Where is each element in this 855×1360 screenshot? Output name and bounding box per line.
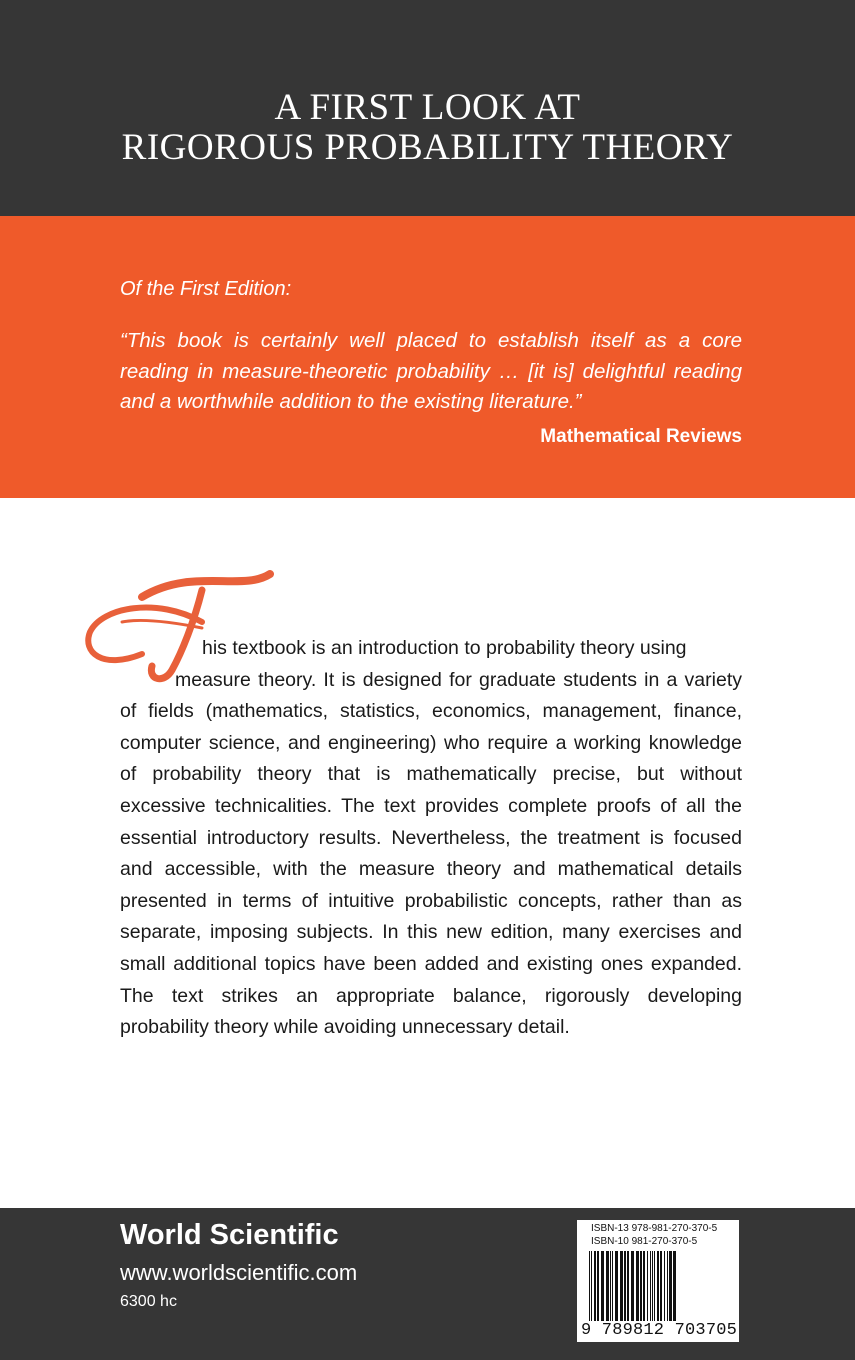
review-source: Mathematical Reviews (540, 426, 742, 447)
description-text (120, 633, 742, 1044)
barcode-bar (620, 1251, 623, 1321)
title-line-2: RIGOROUS PROBABILITY THEORY (121, 127, 734, 168)
barcode-bar (610, 1251, 611, 1321)
barcode-icon (589, 1251, 727, 1321)
barcode-bar (594, 1251, 596, 1321)
barcode-bar (669, 1251, 672, 1321)
barcode-bar (591, 1251, 592, 1321)
product-code: 6300 hc (120, 1293, 177, 1310)
barcode-bar (601, 1251, 604, 1321)
barcode-panel (577, 1220, 739, 1342)
barcode-digits: 9 789812 703705 (581, 1321, 738, 1340)
barcode-bar (647, 1251, 648, 1321)
publisher-website: www.worldscientific.com (120, 1260, 358, 1285)
barcode-bar (589, 1251, 590, 1321)
description-first-line: his textbook is an introduction to probability theory using (202, 637, 687, 659)
barcode-bar (597, 1251, 599, 1321)
barcode-bar (650, 1251, 651, 1321)
barcode-bar (654, 1251, 655, 1321)
barcode-bar (612, 1251, 613, 1321)
barcode-bar (640, 1251, 642, 1321)
barcode-bar (652, 1251, 653, 1321)
barcode-bar (636, 1251, 639, 1321)
drop-cap-letter (82, 562, 83, 563)
publisher-name: World Scientific (120, 1219, 339, 1251)
barcode-bar (624, 1251, 626, 1321)
isbn-10: ISBN-10 981-270-370-5 (591, 1236, 698, 1247)
barcode-bar (606, 1251, 609, 1321)
review-quote: “This book is certainly well placed to establish itself as a core reading in measure-theoretic probability … [it is] delightful reading and a worthwhile addition to the existing literature.” (120, 329, 742, 413)
barcode-bar (664, 1251, 665, 1321)
barcode-bar (657, 1251, 659, 1321)
barcode-bar (643, 1251, 645, 1321)
book-title (0, 88, 855, 168)
title-band (0, 0, 855, 216)
isbn-13: ISBN-13 978-981-270-370-5 (591, 1223, 718, 1234)
barcode-bar (627, 1251, 629, 1321)
barcode-bar (667, 1251, 668, 1321)
barcode-bar (615, 1251, 618, 1321)
barcode-bar (673, 1251, 676, 1321)
barcode-bar (660, 1251, 662, 1321)
barcode-bar (631, 1251, 634, 1321)
edition-label: Of the First Edition: (120, 278, 292, 300)
description-body: measure theory. It is designed for graduate students in a variety of fields (mathematics, statistics, economics, management, finance, computer science, and engineering) who require a working knowledge of probability theory that is mathematically precise, but without excessive technicalities. The text provides complete proofs of all the essential introductory results. Nevertheless, the treatment is focused and accessible, with the measure theory and mathematical details presented in terms of intuitive probabilistic concepts, rather than as separate, imposing subjects. In this new edition, many exercises and small additional topics have been added and existing ones expanded. The text strikes an appropriate balance, rigorously developing probability theory while avoiding unnecessary detail. (120, 668, 742, 1039)
title-line-1: A FIRST LOOK AT (274, 87, 581, 128)
